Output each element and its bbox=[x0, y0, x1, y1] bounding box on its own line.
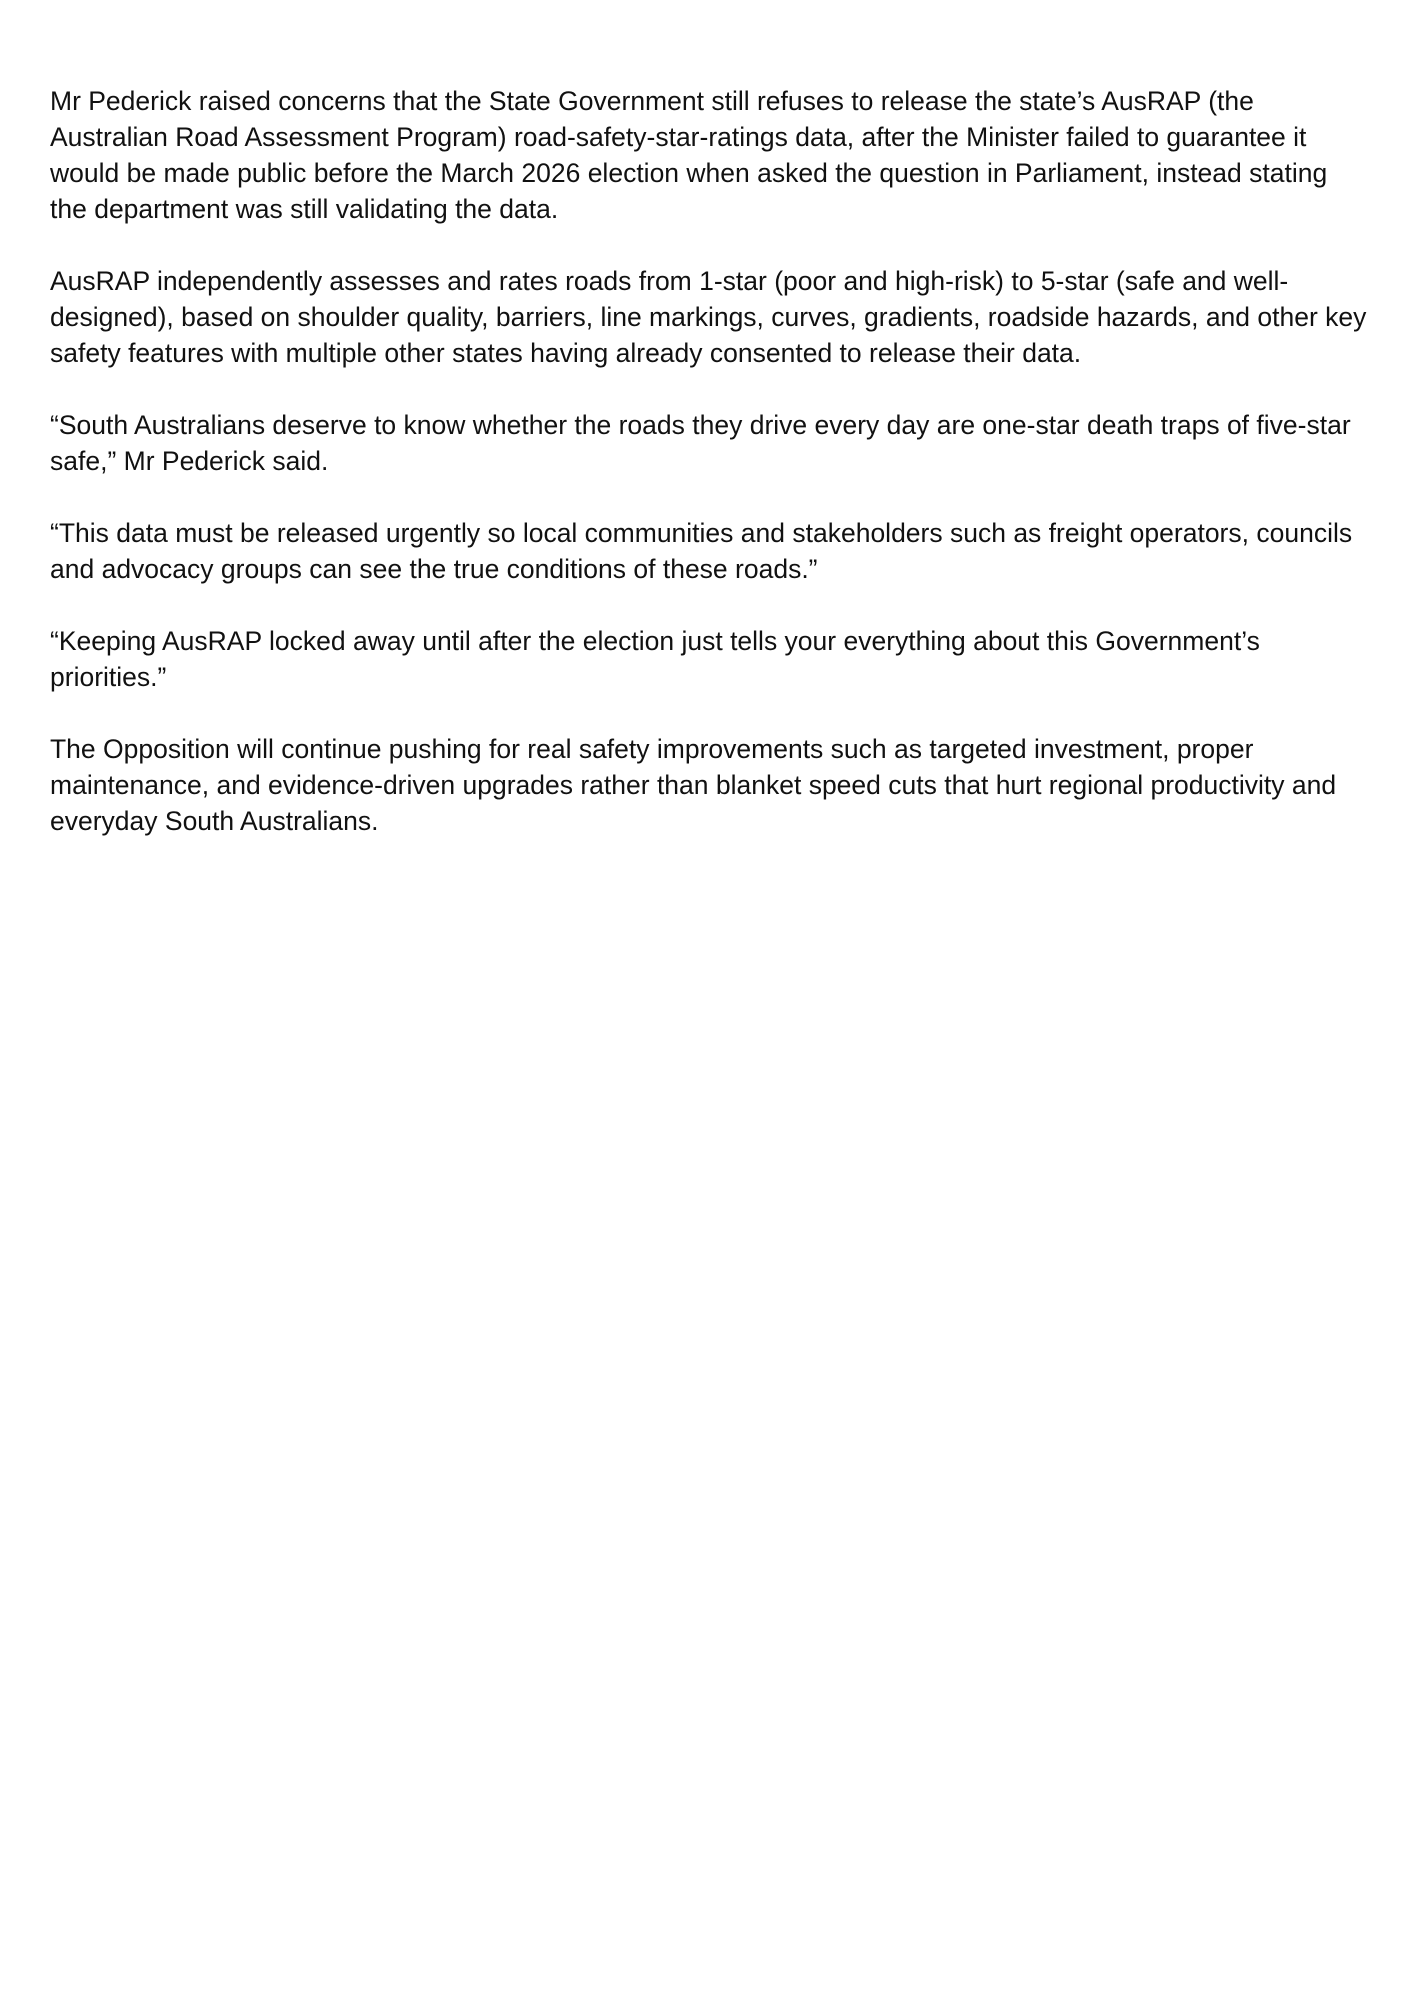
document-body bbox=[50, 83, 1370, 875]
paragraph-opposition-position: The Opposition will continue pushing for real safety improvements such as targeted investment, proper maintenance, and evidence-driven upgrades rather than blanket speed cuts that hurt regional productivity and everyday South Australians. bbox=[50, 734, 1337, 836]
paragraph-quote-release: “This data must be released urgently so local communities and stakeholders such as freight operators, councils and advocacy groups can see the true conditions of these roads.” bbox=[50, 518, 1353, 584]
paragraph-quote-roads: “South Australians deserve to know whether the roads they drive every day are one-star death traps of five-star safe,” Mr Pederick said. bbox=[50, 410, 1351, 476]
paragraph-ausrap-description: AusRAP independently assesses and rates roads from 1-star (poor and high-risk) to 5-star (safe and well-designed), based on shoulder quality, barriers, line markings, curves, gradients, roadside hazards, and other key safety features with multiple other states having already consented to release their data. bbox=[50, 266, 1367, 368]
paragraph-release-concerns: Mr Pederick raised concerns that the State Government still refuses to release the state’s AusRAP (the Australian Road Assessment Program) road-safety-star-ratings data, after the Minister failed to guarantee it would be made public before the March 2026 election when asked the question in Parliament, instead stating the department was still validating the data. bbox=[50, 86, 1328, 224]
paragraph-quote-priorities: “Keeping AusRAP locked away until after the election just tells your everything about this Government’s priorities.” bbox=[50, 626, 1260, 692]
